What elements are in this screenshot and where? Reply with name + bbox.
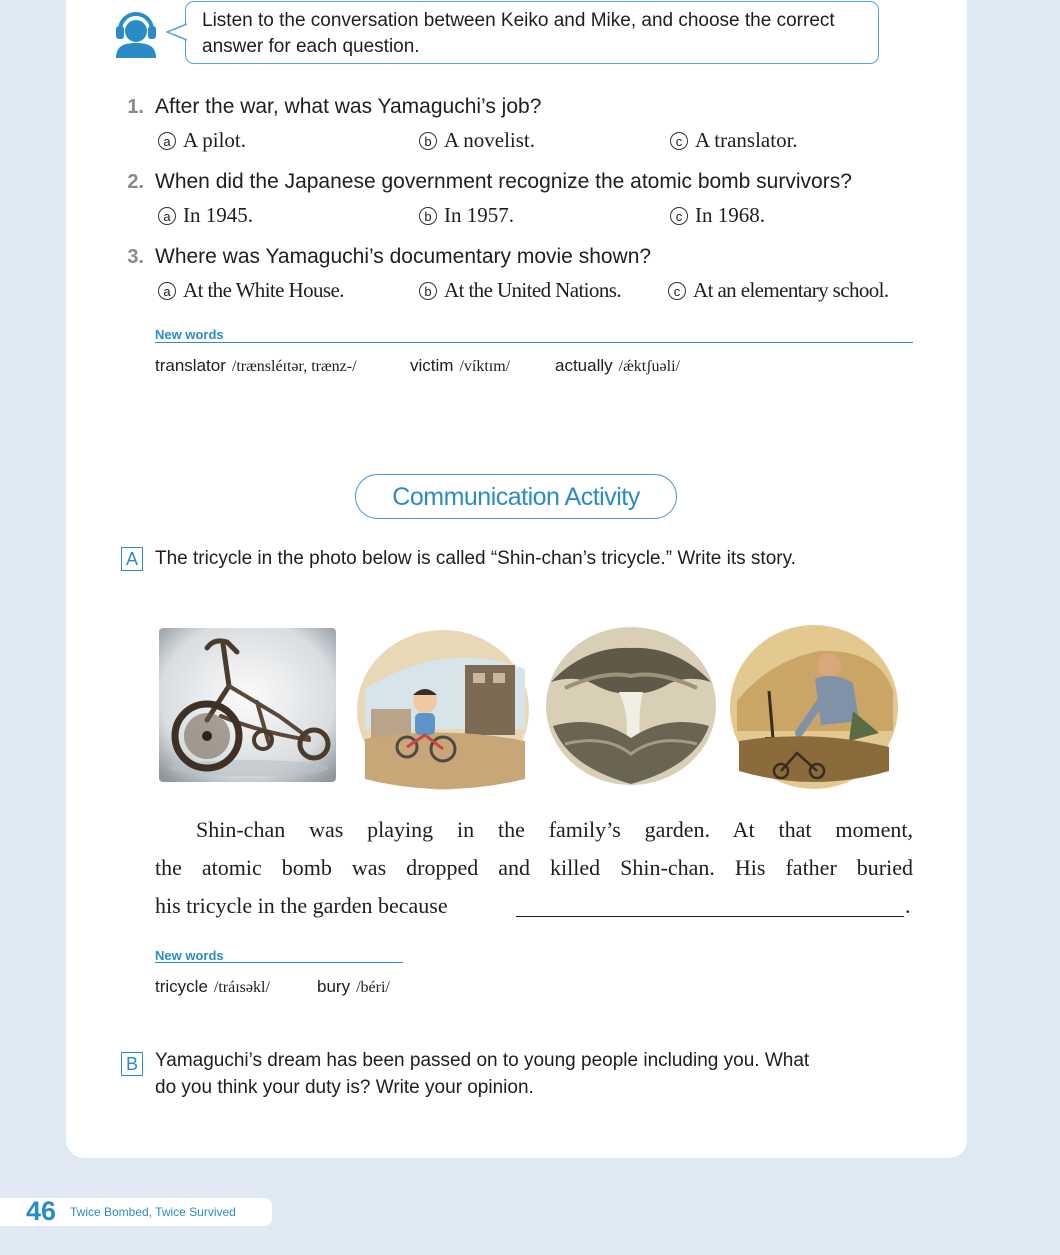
question-3-option-c[interactable]: [668, 278, 889, 303]
option-text: A translator.: [695, 128, 798, 152]
option-text: A pilot.: [183, 128, 247, 152]
word: tricycle: [155, 977, 208, 996]
question-1-number: 1.: [127, 96, 144, 118]
option-text: In 1945.: [183, 203, 253, 227]
rusted-tricycle-photo: [159, 628, 336, 782]
communication-activity-banner: Communication Activity: [355, 474, 677, 519]
headphones-person-icon: [113, 8, 159, 58]
option-letter: a: [158, 282, 176, 300]
story-line-3: his tricycle in the garden because: [155, 893, 448, 918]
word: bury: [317, 977, 351, 996]
new-word-translator: [155, 356, 357, 376]
question-2-option-a[interactable]: [158, 203, 253, 228]
option-letter: a: [158, 207, 176, 225]
pronunciation: /ǽktʃuəli/: [618, 358, 680, 375]
question-1-text: After the war, what was Yamaguchi’s job?: [155, 95, 542, 118]
section-a-label: A: [121, 547, 143, 571]
question-2-number: 2.: [127, 171, 144, 193]
page-number: 46: [26, 1196, 57, 1226]
question-1-option-b[interactable]: [419, 128, 535, 153]
word: translator: [155, 356, 226, 375]
new-word-bury: [317, 977, 390, 997]
pronunciation: /trænsléɪtər, trænz-/: [231, 358, 357, 375]
word: victim: [410, 356, 454, 375]
new-words-title-2: New words: [155, 948, 224, 963]
question-2-option-b[interactable]: [419, 203, 514, 228]
option-text: At an elementary school.: [693, 278, 889, 302]
option-text: In 1957.: [444, 203, 514, 227]
option-text: At the United Nations.: [444, 278, 621, 302]
new-word-actually: [555, 356, 680, 376]
question-3-number: 3.: [127, 246, 144, 268]
story-line-2: the atomic bomb was dropped and killed Shin-chan. His father buried: [155, 855, 913, 880]
pronunciation: /víktɪm/: [459, 358, 511, 375]
question-1-option-c[interactable]: [670, 128, 798, 153]
story-line-1: Shin-chan was playing in the family’s garden. At that moment,: [196, 817, 913, 842]
option-letter: b: [419, 132, 437, 150]
question-3-option-b[interactable]: [419, 278, 621, 303]
question-3-text: Where was Yamaguchi’s documentary movie shown?: [155, 245, 652, 268]
question-3-option-a[interactable]: [158, 278, 344, 303]
word: actually: [555, 356, 613, 375]
question-2-text: When did the Japanese government recognize the atomic bomb survivors?: [155, 170, 852, 193]
pronunciation: /béri/: [356, 979, 390, 996]
option-letter: c: [668, 282, 686, 300]
answer-blank[interactable]: [516, 916, 904, 917]
section-b-instruction-line-1: Yamaguchi’s dream has been passed on to young people including you. What: [155, 1050, 810, 1071]
option-text: A novelist.: [444, 128, 536, 152]
question-1-option-a[interactable]: [158, 128, 246, 153]
option-text: At the White House.: [183, 278, 344, 302]
new-word-tricycle: [155, 977, 270, 997]
question-2-option-c[interactable]: [670, 203, 765, 228]
option-letter: c: [670, 207, 688, 225]
option-letter: c: [670, 132, 688, 150]
listening-instruction: Listen to the conversation between Keiko and Mike, and choose the correct answer for each question.: [202, 10, 835, 57]
section-b-label: B: [121, 1052, 143, 1076]
option-text: In 1968.: [695, 203, 765, 227]
section-b-instruction-line-2: do you think your duty is? Write your opinion.: [155, 1077, 534, 1098]
father-burying-tricycle-illustration: [729, 621, 899, 790]
new-words-underline: [155, 342, 913, 343]
new-word-victim: [410, 356, 510, 376]
new-words-underline-2: [155, 962, 403, 963]
new-words-title: New words: [155, 327, 224, 342]
option-letter: b: [419, 282, 437, 300]
mushroom-cloud-illustration: [545, 626, 717, 787]
option-letter: b: [419, 207, 437, 225]
pronunciation: /tráɪsəkl/: [213, 979, 270, 996]
section-a-instruction: The tricycle in the photo below is called “Shin-chan’s tricycle.” Write its story.: [155, 548, 796, 569]
footer-title: Twice Bombed, Twice Survived: [70, 1205, 236, 1219]
story-end-period: .: [905, 893, 911, 918]
boy-riding-tricycle-illustration: [355, 629, 532, 791]
option-letter: a: [158, 132, 176, 150]
bubble-tail: [166, 22, 188, 42]
